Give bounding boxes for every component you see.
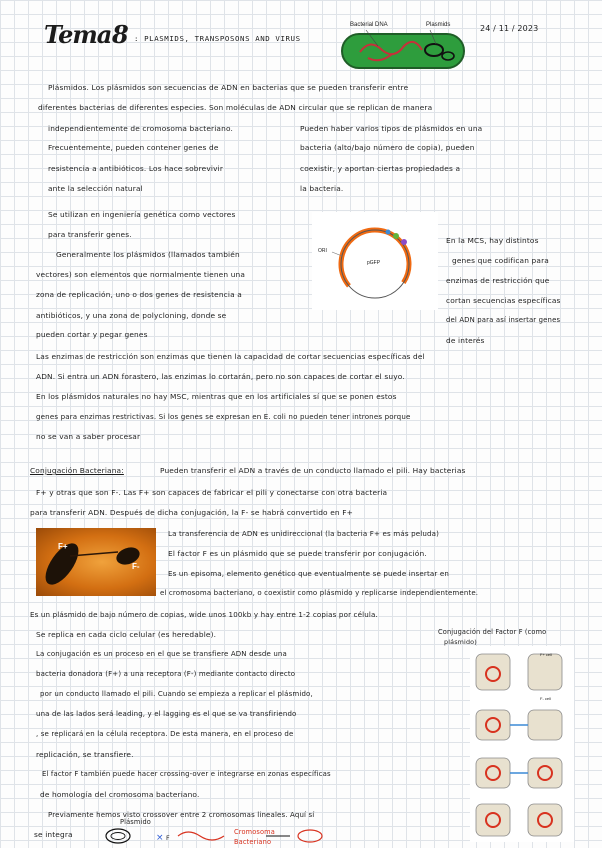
uses-line-5: zona de replicación, uno o dos genes de resistencia a xyxy=(36,290,242,299)
conj-left-1: La conjugación es un proceso en el que se transfiere ADN desde una xyxy=(36,650,287,658)
mcs-line-4: cortan secuencias específicas xyxy=(446,296,561,305)
mcs-line-6: de interés xyxy=(446,336,485,345)
footer-f: F xyxy=(166,834,170,842)
photo-label-fminus: F- xyxy=(132,562,140,571)
mcs-line-3: enzimas de restricción que xyxy=(446,276,550,285)
conjugacion-head-rest: Pueden transferir el ADN a través de un conducto llamado el pili. Hay bacterias xyxy=(160,466,466,475)
footer-se-integra: se integra xyxy=(34,830,73,839)
uses-line-7: pueden cortar y pegar genes xyxy=(36,330,148,339)
enzyme-line-3: En los plásmidos naturales no hay MSC, mientras que en los artificiales sí que se ponen estos xyxy=(36,392,397,401)
conj-right-3: Es un episoma, elemento genético que eventualmente se puede insertar en xyxy=(168,569,450,578)
conjugacion-heading: Conjugación Bacteriana: xyxy=(30,466,124,475)
diagram-label-fminus: F- cell xyxy=(540,696,551,701)
plasmid-map-ori: ORI xyxy=(318,248,327,254)
bacterial-dna-label: Bacterial DNA xyxy=(350,22,388,28)
conj-left-2: bacteria donadora (F+) a una receptora (F-) mediante contacto directo xyxy=(36,670,296,678)
figure-title-1: Conjugación del Factor F (como xyxy=(438,628,547,636)
plasmid-map-figure xyxy=(312,212,438,310)
conj-mid-1: Es un plásmido de bajo número de copias, wide unos 100kb y hay entre 1-2 copias por célula. xyxy=(30,610,378,619)
footer-chromosome-1: Cromosoma xyxy=(234,828,275,836)
mcs-line-5: del ADN para así insertar genes xyxy=(446,316,561,324)
photo-label-fplus: F+ xyxy=(58,542,68,551)
conj-right-2: El factor F es un plásmido que se puede transferir por conjugación. xyxy=(168,549,427,558)
conj-left-7: El factor F también puede hacer crossing-over e integrarse en zonas específicas xyxy=(42,770,331,778)
plasmid-left-3: resistencia a antibióticos. Los hace sobrevivir xyxy=(48,164,224,173)
mcs-line-1: En la MCS, hay distintos xyxy=(446,236,539,245)
footer-chromosome-2: Bacteriano xyxy=(234,838,272,846)
enzyme-line-1: Las enzimas de restricción son enzimas que tienen la capacidad de cortar secuencias específicas del xyxy=(36,352,425,361)
conj-left-9: Previamente hemos visto crossover entre 2 cromosomas lineales. Aquí sí xyxy=(48,811,315,819)
uses-line-3: Generalmente los plásmidos (llamados también xyxy=(56,250,240,259)
plasmid-left-2: Frecuentemente, pueden contener genes de xyxy=(48,143,219,152)
uses-line-2: para transferir genes. xyxy=(48,230,132,239)
enzyme-line-2: ADN. Si entra un ADN forastero, las enzimas lo cortarán, pero no son capaces de cortar el suyo. xyxy=(36,372,405,381)
diagram-label-fplus: F+ cell xyxy=(540,652,552,657)
conj-left-6: replicación, se transfiere. xyxy=(36,750,134,759)
plasmid-line-1: Plásmidos. Los plásmidos son secuencias de ADN en bacterias que se pueden transferir entre xyxy=(48,83,409,92)
conj-left-5: , se replicará en la célula receptora. De esta manera, en el proceso de xyxy=(36,730,294,738)
uses-line-6: antibióticos, y una zona de polycloning, donde se xyxy=(36,311,227,320)
enzyme-line-4: genes para enzimas restrictivas. Si los genes se expresan en E. coli no pueden tener intrones porque xyxy=(36,412,411,421)
conj-right-1: La transferencia de ADN es unidireccional (la bacteria F+ es más peluda) xyxy=(168,529,440,538)
f-factor-diagram xyxy=(470,646,574,842)
mcs-line-2: genes que codifican para xyxy=(452,256,549,265)
plasmid-right-1: Pueden haber varios tipos de plásmidos en una xyxy=(300,124,483,133)
plasmids-label: Plasmids xyxy=(426,22,451,28)
conj-mid-2: Se replica en cada ciclo celular (es heredable). xyxy=(36,630,217,639)
figure-title-2: plásmido) xyxy=(444,638,477,646)
footer-sketch xyxy=(96,826,326,846)
svg-text:×: × xyxy=(156,833,164,843)
tema-word: Tema xyxy=(44,20,112,49)
conjugation-photo xyxy=(36,528,156,596)
footer-plasmido: Plásmido xyxy=(120,818,151,826)
conj-left-3: por un conducto llamado el pili. Cuando se empieza a replicar el plásmido, xyxy=(40,690,313,698)
plasmid-left-4: ante la selección natural xyxy=(48,184,143,193)
uses-line-1: Se utilizan en ingeniería genética como vectores xyxy=(48,210,236,219)
plasmid-right-3: coexistir, y aportan ciertas propiedades a xyxy=(300,164,461,173)
plasmid-map-name: pGFP xyxy=(367,260,381,266)
topic-title: : PLASMIDS, TRANSPOSONS AND VIRUS xyxy=(134,34,301,43)
conj-left-8: de homología del cromosoma bacteriano. xyxy=(40,790,200,799)
enzyme-line-5: no se van a saber procesar xyxy=(36,432,141,441)
plasmid-left-1: independientemente de cromosoma bacteriano. xyxy=(48,124,233,133)
conj-right-4: el cromosoma bacteriano, o coexistir como plásmido y replicarse independientemente. xyxy=(160,589,479,597)
plasmid-right-4: la bacteria. xyxy=(300,184,344,193)
conjugacion-line-1: F+ y otras que son F-. Las F+ son capaces de fabricar el pili y conectarse con otra bacteria xyxy=(36,488,388,497)
conjugacion-line-2: para transferir ADN. Después de dicha conjugación, la F- se habrá convertido en F+ xyxy=(30,508,353,517)
conj-left-4: una de las lados será leading, y el lagging es el que se va transfiriendo xyxy=(36,710,297,718)
date: 24 / 11 / 2023 xyxy=(480,24,539,33)
tema-number: 8 xyxy=(112,20,128,49)
plasmid-right-2: bacteria (alto/bajo número de copia), pueden xyxy=(300,143,475,152)
plasmid-line-2: diferentes bacterias de diferentes especies. Son moléculas de ADN circular que se replican de manera xyxy=(38,103,433,112)
uses-line-4: vectores) son elementos que normalmente tienen una xyxy=(36,270,246,279)
